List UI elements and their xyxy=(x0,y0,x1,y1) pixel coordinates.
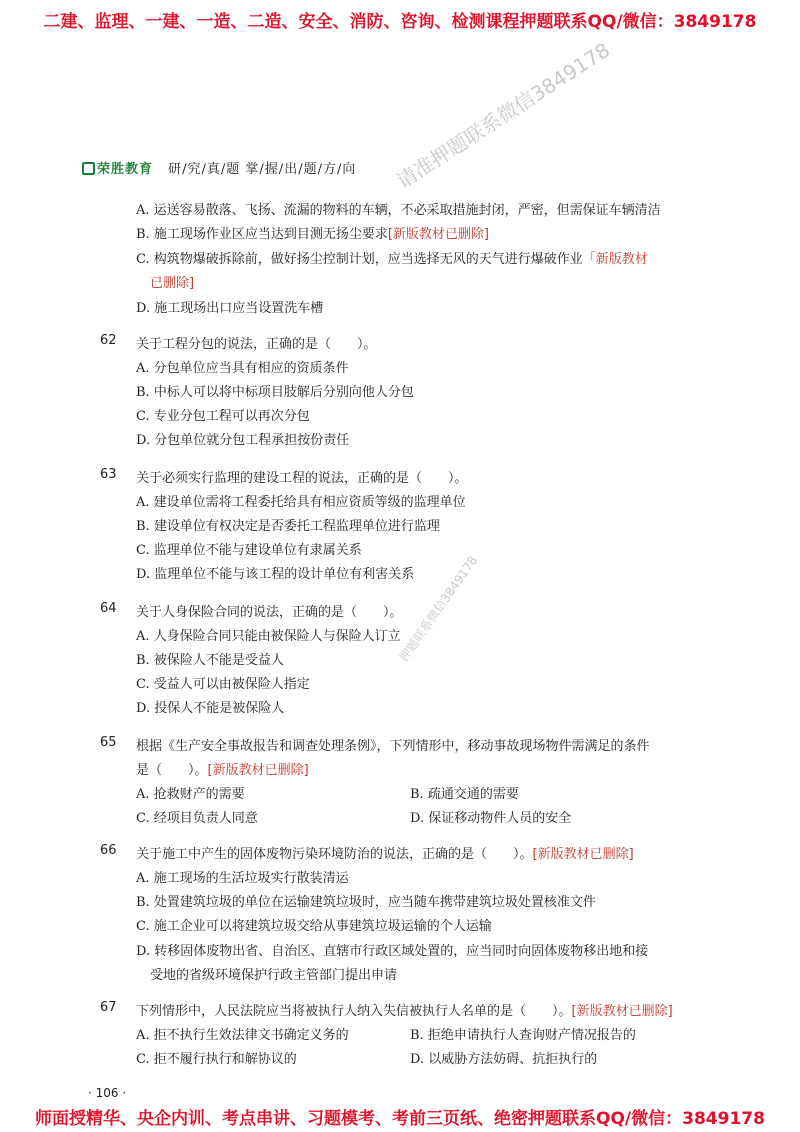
header-subtitle: 研/究/真/题 掌/握/出/题/方/向 xyxy=(168,162,357,177)
brand-name: 荣胜教育 xyxy=(97,162,154,177)
bottom-promo-banner: 师面授精华、央企内训、考点串讲、习题模考、考前三页纸、绝密押题联系QQ/微信：3849178 xyxy=(35,1109,765,1129)
q64-option-a: A. 人身保险合同只能由被保险人与保险人订立 xyxy=(136,629,401,644)
q63-stem: 关于必须实行监理的建设工程的说法，正确的是（ ）。 xyxy=(136,471,468,486)
q61-option-c-cont: 已删除] xyxy=(150,276,195,291)
q67-option-d: D. 以威胁方法妨碍、抗拒执行的 xyxy=(410,1052,598,1067)
q63-option-d: D. 监理单位不能与该工程的设计单位有利害关系 xyxy=(136,567,415,582)
q67-option-c: C. 拒不履行执行和解协议的 xyxy=(136,1052,297,1067)
q61-option-c: C. 构筑物爆破拆除前，做好扬尘控制计划，应当选择无风的天气进行爆破作业「新版教材 xyxy=(136,252,648,267)
q62-option-d: D. 分包单位就分包工程承担按份责任 xyxy=(136,433,350,448)
q61-option-b: B. 施工现场作业区应当达到目测无扬尘要求[新版教材已删除] xyxy=(136,227,489,242)
brand-logo xyxy=(82,162,153,177)
q66-option-b: B. 处置建筑垃圾的单位在运输建筑垃圾时，应当随车携带建筑垃圾处置核准文件 xyxy=(136,895,596,910)
q63-number: 63 xyxy=(100,467,117,482)
q66-option-d-cont: 受地的省级环境保护行政主管部门提出申请 xyxy=(150,968,398,983)
q65-option-d: D. 保证移动物件人员的安全 xyxy=(410,811,572,826)
q65-number: 65 xyxy=(100,735,117,750)
watermark-diagonal-middle: 押题联系微信3849178 xyxy=(396,553,481,665)
logo-icon xyxy=(82,162,95,175)
q65-stem-cont: 是（ ）。[新版教材已删除] xyxy=(136,763,309,778)
q64-option-d: D. 投保人不能是被保险人 xyxy=(136,701,285,716)
q64-number: 64 xyxy=(100,601,117,616)
q63-option-b: B. 建设单位有权决定是否委托工程监理单位进行监理 xyxy=(136,519,440,534)
q62-option-a: A. 分包单位应当具有相应的资质条件 xyxy=(136,361,349,376)
watermark-diagonal-top: 请准押题联系微信3849178 xyxy=(392,37,615,194)
q63-option-c: C. 监理单位不能与建设单位有隶属关系 xyxy=(136,543,362,558)
q62-option-c: C. 专业分包工程可以再次分包 xyxy=(136,409,310,424)
q61-option-a: A. 运送容易散落、飞扬、流漏的物料的车辆，不必采取措施封闭，严密，但需保证车辆清洁 xyxy=(136,203,661,218)
q66-option-c: C. 施工企业可以将建筑垃圾交给从事建筑垃圾运输的个人运输 xyxy=(136,919,492,934)
q66-stem: 关于施工中产生的固体废物污染环境防治的说法，正确的是（ ）。[新版教材已删除] xyxy=(136,847,634,862)
q67-option-a: A. 拒不执行生效法律文书确定义务的 xyxy=(136,1028,349,1043)
q64-option-c: C. 受益人可以由被保险人指定 xyxy=(136,677,310,692)
q65-option-a: A. 抢救财产的需要 xyxy=(136,787,245,802)
q61-option-d: D. 施工现场出口应当设置洗车槽 xyxy=(136,301,324,316)
q65-option-c: C. 经项目负责人同意 xyxy=(136,811,258,826)
q64-stem: 关于人身保险合同的说法，正确的是（ ）。 xyxy=(136,605,403,620)
q65-option-b: B. 疏通交通的需要 xyxy=(410,787,519,802)
q66-option-d: D. 转移固体废物出省、自治区、直辖市行政区域处置的，应当同时向固体废物移出地和接 xyxy=(136,944,649,959)
page-header xyxy=(82,158,356,177)
q67-number: 67 xyxy=(100,1000,117,1015)
q63-option-a: A. 建设单位需将工程委托给具有相应资质等级的监理单位 xyxy=(136,495,466,510)
q66-option-a: A. 施工现场的生活垃圾实行散装清运 xyxy=(136,871,349,886)
q65-stem: 根据《生产安全事故报告和调查处理条例》，下列情形中，移动事故现场物件需满足的条件 xyxy=(136,739,650,754)
q64-option-b: B. 被保险人不能是受益人 xyxy=(136,653,284,668)
q62-option-b: B. 中标人可以将中标项目肢解后分别向他人分包 xyxy=(136,385,414,400)
q66-number: 66 xyxy=(100,843,117,858)
q62-stem: 关于工程分包的说法，正确的是（ ）。 xyxy=(136,337,377,352)
top-promo-banner: 二建、监理、一建、一造、二造、安全、消防、咨询、检测课程押题联系QQ/微信：3849178 xyxy=(43,12,757,32)
page-number: · 106 · xyxy=(88,1086,127,1100)
q67-stem: 下列情形中，人民法院应当将被执行人纳入失信被执行人名单的是（ ）。[新版教材已删除] xyxy=(136,1004,673,1019)
q67-option-b: B. 拒绝申请执行人查询财产情况报告的 xyxy=(410,1028,636,1043)
q62-number: 62 xyxy=(100,333,117,348)
